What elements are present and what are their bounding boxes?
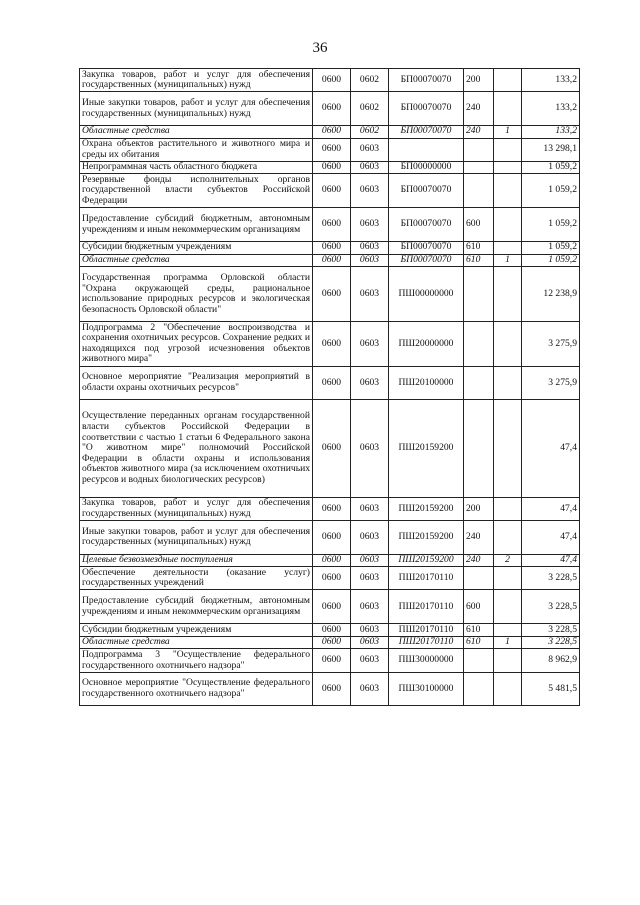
row-target-article-cell: ПШ20159200 — [389, 400, 464, 497]
row-target-article-cell: ПШ20100000 — [389, 366, 464, 400]
row-amount-cell: 3 228,5 — [522, 590, 580, 624]
row-target-article-cell: ПШ20170110 — [389, 636, 464, 649]
row-target-article-cell: БП00070070 — [389, 208, 464, 242]
row-section-cell: 0600 — [313, 400, 351, 497]
table-row — [80, 254, 580, 267]
row-expense-type-cell: 240 — [464, 92, 494, 126]
row-expense-type-cell: 610 — [464, 241, 494, 254]
row-expense-type-cell — [464, 174, 494, 208]
row-name-cell: Предоставление субсидий бюджетным, автономным учреждениям и иным некоммерческим организациям — [80, 208, 313, 242]
row-subsection-cell: 0603 — [351, 497, 389, 520]
row-expense-type-cell: 200 — [464, 69, 494, 92]
row-subsection-cell: 0603 — [351, 590, 389, 624]
row-subsection-cell: 0603 — [351, 138, 389, 161]
row-expense-type-cell: 610 — [464, 254, 494, 267]
table-row — [80, 174, 580, 208]
row-subsection-cell: 0603 — [351, 672, 389, 706]
row-target-article-cell — [389, 138, 464, 161]
row-amount-cell: 1 059,2 — [522, 161, 580, 174]
table-row — [80, 138, 580, 161]
row-name-cell: Основное мероприятие "Реализация мероприятий в области охраны охотничьих ресурсов" — [80, 366, 313, 400]
row-name-cell: Обеспечение деятельности (оказание услуг) государственных учреждений — [80, 567, 313, 590]
row-section-cell: 0600 — [313, 366, 351, 400]
row-section-cell: 0600 — [313, 241, 351, 254]
row-expense-type-cell: 600 — [464, 208, 494, 242]
row-amount-cell: 1 059,2 — [522, 174, 580, 208]
row-expense-type-cell — [464, 322, 494, 366]
row-section-cell: 0600 — [313, 590, 351, 624]
row-section-cell: 0600 — [313, 636, 351, 649]
row-target-article-cell: БП00070070 — [389, 125, 464, 138]
row-name-cell: Подпрограмма 3 "Осуществление федерального государственного охотничьего надзора" — [80, 649, 313, 672]
row-amount-cell: 133,2 — [522, 92, 580, 126]
row-subsection-cell: 0603 — [351, 400, 389, 497]
row-expense-type-cell: 240 — [464, 520, 494, 554]
row-amount-cell: 1 059,2 — [522, 241, 580, 254]
table-row — [80, 649, 580, 672]
row-funding-source-cell: 1 — [494, 636, 522, 649]
row-expense-type-cell — [464, 138, 494, 161]
row-target-article-cell: ПШ20159200 — [389, 497, 464, 520]
table-row — [80, 672, 580, 706]
row-section-cell: 0600 — [313, 497, 351, 520]
row-name-cell: Закупка товаров, работ и услуг для обеспечения государственных (муниципальных) нужд — [80, 497, 313, 520]
table-row — [80, 366, 580, 400]
row-expense-type-cell — [464, 672, 494, 706]
row-funding-source-cell — [494, 520, 522, 554]
row-amount-cell: 47,4 — [522, 400, 580, 497]
table-row — [80, 624, 580, 637]
row-funding-source-cell — [494, 267, 522, 322]
row-section-cell: 0600 — [313, 161, 351, 174]
row-expense-type-cell — [464, 400, 494, 497]
row-funding-source-cell — [494, 174, 522, 208]
row-funding-source-cell — [494, 624, 522, 637]
table-row — [80, 161, 580, 174]
row-target-article-cell: ПШ30000000 — [389, 649, 464, 672]
row-target-article-cell: ПШ20159200 — [389, 554, 464, 567]
row-name-cell: Целевые безвозмездные поступления — [80, 554, 313, 567]
row-expense-type-cell: 240 — [464, 125, 494, 138]
row-expense-type-cell: 200 — [464, 497, 494, 520]
row-funding-source-cell — [494, 649, 522, 672]
row-subsection-cell: 0603 — [351, 241, 389, 254]
row-name-cell: Субсидии бюджетным учреждениям — [80, 241, 313, 254]
row-amount-cell: 47,4 — [522, 520, 580, 554]
table-row — [80, 208, 580, 242]
row-name-cell: Областные средства — [80, 254, 313, 267]
row-subsection-cell: 0602 — [351, 125, 389, 138]
row-subsection-cell: 0603 — [351, 366, 389, 400]
row-target-article-cell: ПШ00000000 — [389, 267, 464, 322]
row-name-cell: Иные закупки товаров, работ и услуг для обеспечения государственных (муниципальных) нужд — [80, 520, 313, 554]
row-expense-type-cell: 610 — [464, 624, 494, 637]
table-row — [80, 497, 580, 520]
row-name-cell: Областные средства — [80, 636, 313, 649]
row-funding-source-cell: 2 — [494, 554, 522, 567]
table-row — [80, 567, 580, 590]
row-section-cell: 0600 — [313, 254, 351, 267]
table-row — [80, 590, 580, 624]
row-expense-type-cell — [464, 161, 494, 174]
row-section-cell: 0600 — [313, 672, 351, 706]
row-subsection-cell: 0603 — [351, 267, 389, 322]
row-funding-source-cell — [494, 322, 522, 366]
row-funding-source-cell — [494, 497, 522, 520]
row-target-article-cell: БП00070070 — [389, 69, 464, 92]
table-row — [80, 241, 580, 254]
row-target-article-cell: БП00070070 — [389, 254, 464, 267]
row-section-cell: 0600 — [313, 567, 351, 590]
row-target-article-cell: ПШ20159200 — [389, 520, 464, 554]
row-target-article-cell: БП00000000 — [389, 161, 464, 174]
budget-table — [79, 68, 580, 706]
row-name-cell: Закупка товаров, работ и услуг для обеспечения государственных (муниципальных) нужд — [80, 69, 313, 92]
page-number: 36 — [312, 40, 328, 56]
row-expense-type-cell — [464, 366, 494, 400]
row-amount-cell: 13 298,1 — [522, 138, 580, 161]
row-subsection-cell: 0603 — [351, 208, 389, 242]
row-section-cell: 0600 — [313, 174, 351, 208]
row-amount-cell: 5 481,5 — [522, 672, 580, 706]
row-amount-cell: 3 228,5 — [522, 567, 580, 590]
row-subsection-cell: 0603 — [351, 174, 389, 208]
row-funding-source-cell — [494, 567, 522, 590]
row-expense-type-cell — [464, 267, 494, 322]
row-subsection-cell: 0602 — [351, 69, 389, 92]
row-subsection-cell: 0603 — [351, 161, 389, 174]
row-target-article-cell: БП00070070 — [389, 92, 464, 126]
row-subsection-cell: 0603 — [351, 624, 389, 637]
row-subsection-cell: 0602 — [351, 92, 389, 126]
row-subsection-cell: 0603 — [351, 322, 389, 366]
row-amount-cell: 133,2 — [522, 125, 580, 138]
table-row — [80, 636, 580, 649]
table-row — [80, 322, 580, 366]
row-amount-cell: 1 059,2 — [522, 208, 580, 242]
row-name-cell: Иные закупки товаров, работ и услуг для обеспечения государственных (муниципальных) нужд — [80, 92, 313, 126]
row-funding-source-cell — [494, 208, 522, 242]
row-funding-source-cell: 1 — [494, 125, 522, 138]
row-target-article-cell: ПШ20170110 — [389, 567, 464, 590]
row-name-cell: Предоставление субсидий бюджетным, автономным учреждениям и иным некоммерческим организациям — [80, 590, 313, 624]
row-expense-type-cell — [464, 649, 494, 672]
row-name-cell: Областные средства — [80, 125, 313, 138]
row-funding-source-cell — [494, 69, 522, 92]
row-section-cell: 0600 — [313, 125, 351, 138]
table-body — [80, 69, 580, 706]
table-row — [80, 69, 580, 92]
row-funding-source-cell — [494, 161, 522, 174]
row-section-cell: 0600 — [313, 138, 351, 161]
row-subsection-cell: 0603 — [351, 520, 389, 554]
row-target-article-cell: ПШ20170110 — [389, 624, 464, 637]
row-subsection-cell: 0603 — [351, 649, 389, 672]
table-row — [80, 520, 580, 554]
row-name-cell: Основное мероприятие "Осуществление федерального государственного охотничьего надзора" — [80, 672, 313, 706]
row-target-article-cell: БП00070070 — [389, 241, 464, 254]
row-section-cell: 0600 — [313, 267, 351, 322]
table-row — [80, 125, 580, 138]
row-amount-cell: 47,4 — [522, 497, 580, 520]
row-target-article-cell: ПШ30100000 — [389, 672, 464, 706]
table-row — [80, 267, 580, 322]
row-amount-cell: 12 238,9 — [522, 267, 580, 322]
row-funding-source-cell — [494, 92, 522, 126]
row-section-cell: 0600 — [313, 624, 351, 637]
table-row — [80, 554, 580, 567]
row-name-cell: Резервные фонды исполнительных органов государственной власти субъектов Российской Федерации — [80, 174, 313, 208]
row-subsection-cell: 0603 — [351, 554, 389, 567]
row-amount-cell: 47,4 — [522, 554, 580, 567]
row-funding-source-cell — [494, 672, 522, 706]
row-amount-cell: 3 228,5 — [522, 636, 580, 649]
row-funding-source-cell — [494, 138, 522, 161]
row-target-article-cell: БП00070070 — [389, 174, 464, 208]
row-name-cell: Охрана объектов растительного и животного мира и среды их обитания — [80, 138, 313, 161]
row-name-cell: Государственная программа Орловской области "Охрана окружающей среды, рациональное использование природных ресурсов и экологическая безопасность Орловской области" — [80, 267, 313, 322]
row-amount-cell: 1 059,2 — [522, 254, 580, 267]
row-subsection-cell: 0603 — [351, 567, 389, 590]
row-funding-source-cell — [494, 400, 522, 497]
row-amount-cell: 3 275,9 — [522, 366, 580, 400]
row-subsection-cell: 0603 — [351, 636, 389, 649]
row-amount-cell: 8 962,9 — [522, 649, 580, 672]
row-amount-cell: 3 275,9 — [522, 322, 580, 366]
row-amount-cell: 133,2 — [522, 69, 580, 92]
row-expense-type-cell: 240 — [464, 554, 494, 567]
row-section-cell: 0600 — [313, 322, 351, 366]
row-section-cell: 0600 — [313, 520, 351, 554]
row-name-cell: Непрограммная часть областного бюджета — [80, 161, 313, 174]
row-target-article-cell: ПШ20170110 — [389, 590, 464, 624]
row-section-cell: 0600 — [313, 649, 351, 672]
row-name-cell: Осуществление переданных органам государственной власти субъектов Российской Федерации в соответствии с частью 1 статьи 6 Федерального закона "О животном мире" полномочий Российской Федерации в области охраны и использования объектов животного мира (за исключением охотничьих ресурсов и водных биологических ресурсов) — [80, 400, 313, 497]
row-subsection-cell: 0603 — [351, 254, 389, 267]
table-row — [80, 400, 580, 497]
row-name-cell: Подпрограмма 2 "Обеспечение воспроизводства и сохранения охотничьих ресурсов. Сохранение редких и находящихся под угрозой исчезновения объектов животного мира" — [80, 322, 313, 366]
row-name-cell: Субсидии бюджетным учреждениям — [80, 624, 313, 637]
row-funding-source-cell — [494, 241, 522, 254]
row-funding-source-cell: 1 — [494, 254, 522, 267]
row-expense-type-cell — [464, 567, 494, 590]
row-target-article-cell: ПШ20000000 — [389, 322, 464, 366]
row-section-cell: 0600 — [313, 554, 351, 567]
table-row — [80, 92, 580, 126]
row-funding-source-cell — [494, 366, 522, 400]
row-section-cell: 0600 — [313, 92, 351, 126]
row-funding-source-cell — [494, 590, 522, 624]
row-amount-cell: 3 228,5 — [522, 624, 580, 637]
row-section-cell: 0600 — [313, 69, 351, 92]
row-section-cell: 0600 — [313, 208, 351, 242]
row-expense-type-cell: 610 — [464, 636, 494, 649]
row-expense-type-cell: 600 — [464, 590, 494, 624]
